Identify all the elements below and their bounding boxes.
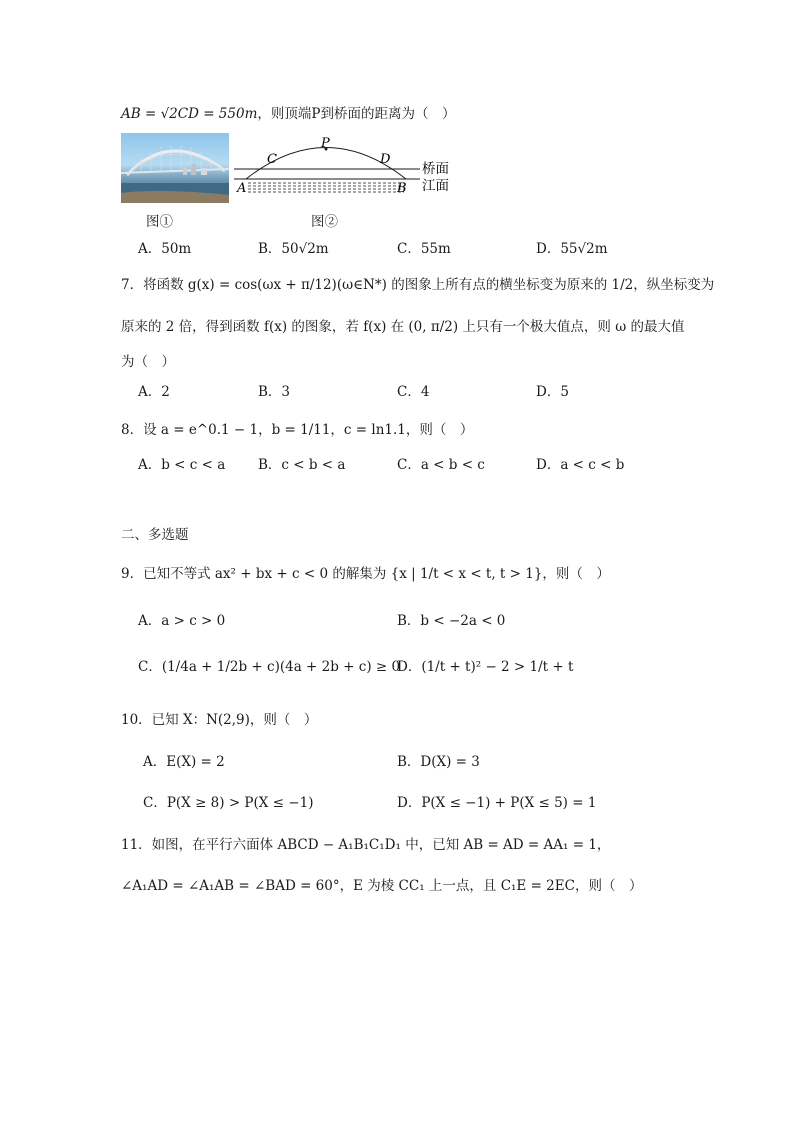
q6-option-a: A．50m <box>138 241 192 257</box>
label-river: 江面 <box>422 178 449 194</box>
q9-option-a: A．a > c > 0 <box>138 613 226 629</box>
q8-option-d: D．a < c < b <box>536 457 625 473</box>
q7-stem-line3: 为（ ） <box>121 354 175 370</box>
q10-stem: 10．已知 X：N(2,9)，则（ ） <box>121 712 318 728</box>
q9-stem: 9．已知不等式 ax² + bx + c < 0 的解集为 {x | 1/t < x < t, t > 1}，则（ ） <box>121 566 610 582</box>
q7-option-d: D．5 <box>536 384 569 400</box>
q8-option-c: C．a < b < c <box>397 457 485 473</box>
q8-stem: 8．设 a = e^0.1 − 1，b = 1/11，c = ln1.1，则（ ） <box>121 422 474 438</box>
q7-stem-line1: 7．将函数 g(x) = cos(ωx + π/12)(ω∈N*) 的图象上所有点的横坐标变为原来的 1/2，纵坐标变为 <box>121 277 715 293</box>
figure1-caption: 图① <box>146 214 173 230</box>
q6-option-d: D．55√2m <box>536 241 608 257</box>
label-a: A <box>237 181 247 196</box>
q10-option-b: B．D(X) = 3 <box>397 754 480 770</box>
q6-stem-math: AB = √2CD = 550m <box>121 106 258 122</box>
label-b: B <box>397 181 407 196</box>
q9-option-b: B．b < −2a < 0 <box>397 613 506 629</box>
q6-stem-text: ，则顶端P到桥面的距离为（ ） <box>257 106 456 122</box>
label-d: D <box>380 152 391 167</box>
q10-option-a: A．E(X) = 2 <box>143 754 225 770</box>
q11-stem-line1: 11．如图，在平行六面体 ABCD − A₁B₁C₁D₁ 中，已知 AB = AD = AA₁ = 1， <box>121 837 611 853</box>
section-title-multiple-choice: 二、多选题 <box>121 527 189 543</box>
q10-option-d: D．P(X ≤ −1) + P(X ≤ 5) = 1 <box>397 795 597 811</box>
q6-stem <box>121 104 455 124</box>
q6-option-b: B．50√2m <box>258 241 329 257</box>
q11-stem-line2: ∠A₁AD = ∠A₁AB = ∠BAD = 60°，E 为棱 CC₁ 上一点，且 C₁E = 2EC，则（ ） <box>121 878 643 894</box>
label-bridge-deck: 桥面 <box>422 161 449 177</box>
bridge-diagram <box>234 134 464 204</box>
q7-option-b: B．3 <box>258 384 291 400</box>
q8-option-a: A．b < c < a <box>138 457 226 473</box>
q7-option-c: C．4 <box>397 384 430 400</box>
figure2-caption: 图② <box>311 214 338 230</box>
q9-option-d: D．(1/t + t)² − 2 > 1/t + t <box>397 659 574 675</box>
q7-option-a: A．2 <box>138 384 170 400</box>
q8-option-b: B．c < b < a <box>258 457 346 473</box>
label-c: C <box>267 152 277 167</box>
bridge-photo <box>121 133 229 203</box>
label-p: P <box>321 136 330 151</box>
q6-option-c: C．55m <box>397 241 451 257</box>
q10-option-c: C．P(X ≥ 8) > P(X ≤ −1) <box>143 795 314 811</box>
q7-stem-line2: 原来的 2 倍，得到函数 f(x) 的图象，若 f(x) 在 (0, π/2) 上只有一个极大值点，则 ω 的最大值 <box>121 319 685 335</box>
q9-option-c: C．(1/4a + 1/2b + c)(4a + 2b + c) ≥ 0 <box>138 659 401 675</box>
